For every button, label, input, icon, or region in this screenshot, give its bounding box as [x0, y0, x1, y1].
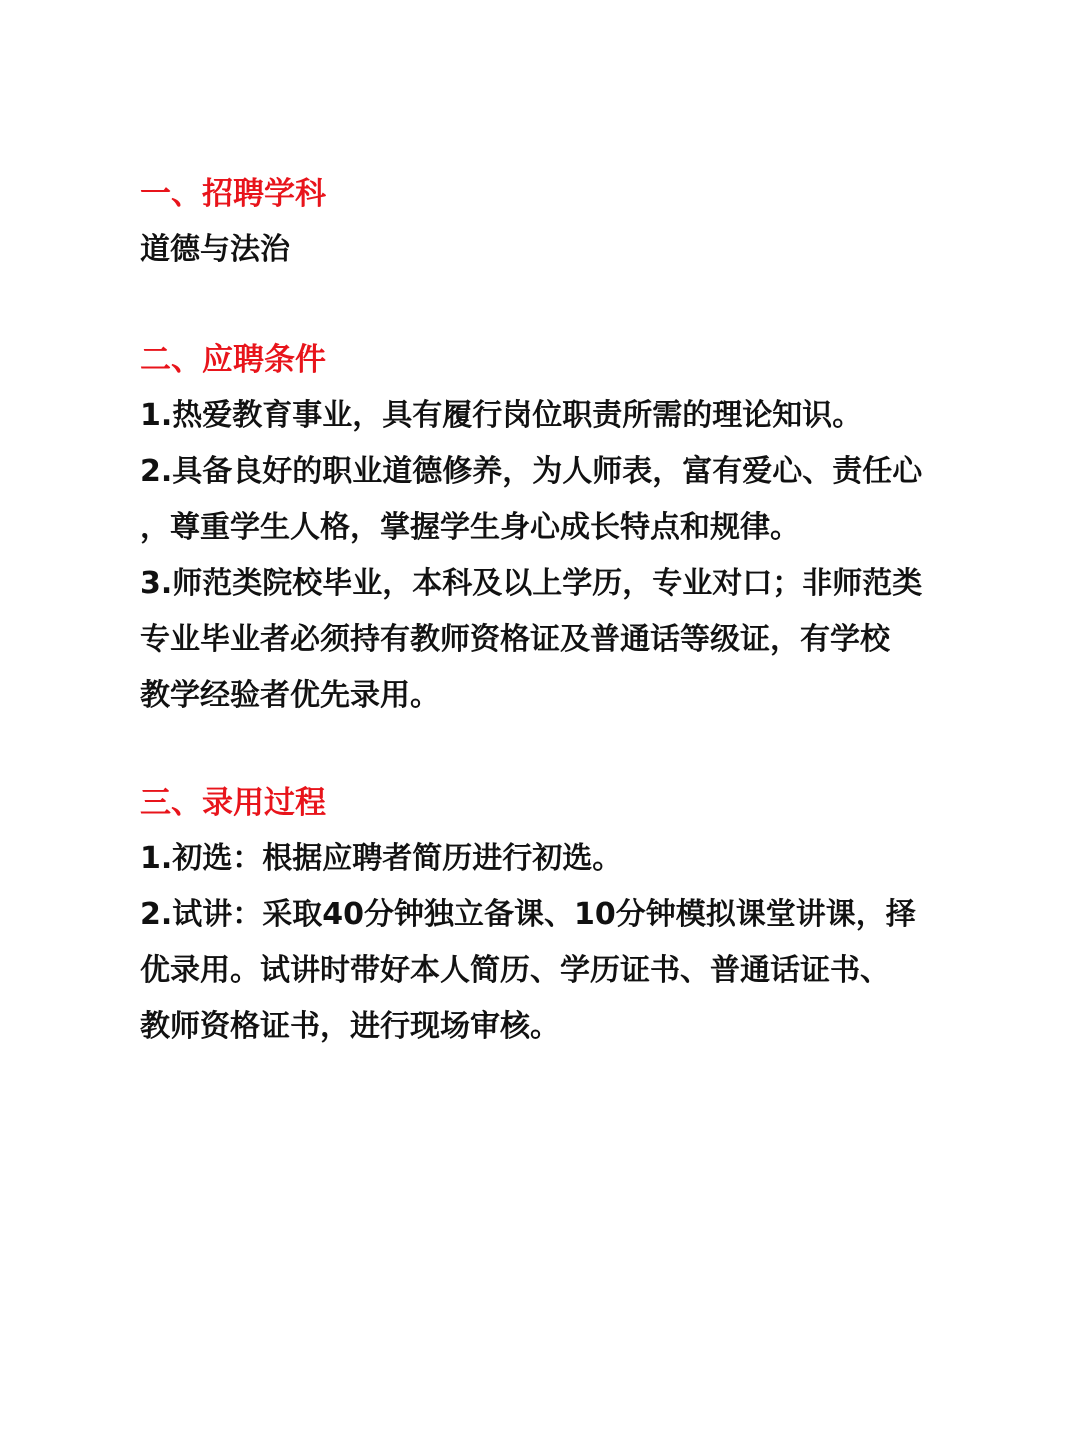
- section-heading: 三、录用过程: [140, 785, 326, 821]
- section-line: 道德与法治: [140, 232, 290, 267]
- section-heading: 一、招聘学科: [140, 176, 326, 212]
- section-line: 专业毕业者必须持有教师资格证及普通话等级证，有学校: [140, 622, 890, 657]
- section-line: 3.师范类院校毕业，本科及以上学历，专业对口；非师范类: [140, 566, 923, 601]
- section-line: 教学经验者优先录用。: [140, 678, 440, 713]
- section-requirements: [140, 332, 960, 724]
- section-process: [140, 775, 960, 1055]
- section-line: 1.热爱教育事业，具有履行岗位职责所需的理论知识。: [140, 398, 863, 433]
- section-line: 1.初选：根据应聘者简历进行初选。: [140, 841, 623, 876]
- section-line: 2.具备良好的职业道德修养，为人师表，富有爱心、责任心: [140, 454, 923, 489]
- section-heading: 二、应聘条件: [140, 342, 326, 378]
- section-line: 优录用。试讲时带好本人简历、学历证书、普通话证书、: [140, 953, 890, 988]
- section-line: ，尊重学生人格，掌握学生身心成长特点和规律。: [140, 510, 800, 545]
- section-line: 教师资格证书，进行现场审核。: [140, 1009, 560, 1044]
- section-line: 2.试讲：采取40分钟独立备课、10分钟模拟课堂讲课，择: [140, 897, 916, 932]
- section-subject: [140, 166, 960, 278]
